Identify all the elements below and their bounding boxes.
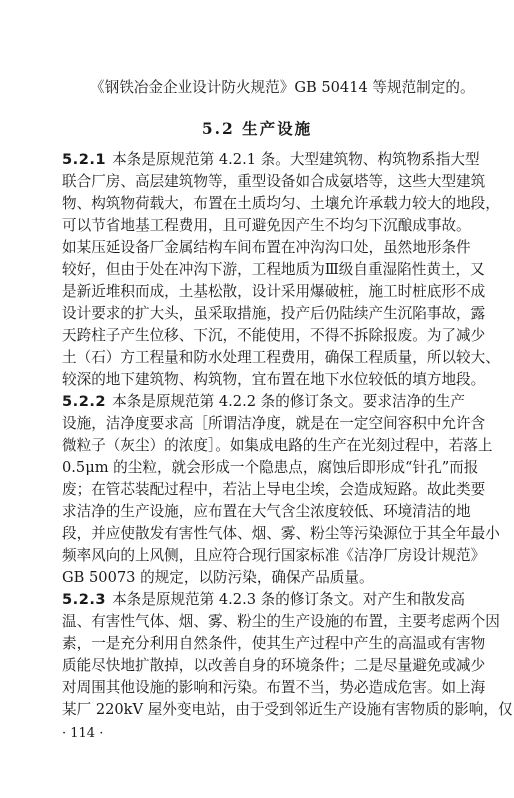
clause-number: 5.2.3: [62, 591, 107, 608]
text-line: 设施，洁净度要求高［所谓洁净度，就是在一定空间容积中允许含: [62, 415, 486, 432]
text-line: 天跨柱子产生位移、下沉，不能使用，不得不拆除报废。为了减少: [62, 327, 486, 344]
text-line: 是新近堆积而成，土基松散，设计采用爆破桩，施工时桩底形不成: [62, 283, 486, 300]
text-line: 质能尽快地扩散掉，以改善自身的环境条件；二是尽量避免或减少: [62, 657, 486, 674]
text-line: 设计要求的扩大头，虽采取措施，投产后仍陆续产生沉陷事故，露: [62, 305, 486, 322]
clause-5-2-1-line-1: [62, 150, 480, 170]
text-span: 本条是原规范第 4.2.2 条的修订条文。要求洁净的生产: [112, 393, 465, 410]
text-line: 某厂 220kV 屋外变电站，由于受到邻近生产设施有害物质的影响，仅: [62, 701, 513, 718]
text-line: 如某压延设备厂金属结构车间布置在冲沟沟口处，虽然地形条件: [62, 239, 471, 256]
text-line: 对周围其他设施的影响和污染。布置不当，势必造成危害。如上海: [62, 679, 486, 696]
text-line: GB 50073 的规定，以防污染，确保产品质量。: [62, 569, 374, 586]
text-line: 可以节省地基工程费用，且可避免因产生不均匀下沉酿成事故。: [62, 217, 471, 234]
text-line: 土（石）方工程量和防水处理工程费用，确保工程质量，所以较大、: [62, 349, 500, 366]
text-span: 本条是原规范第 4.2.3 条的修订条文。对产生和散发高: [112, 591, 465, 608]
text-line: 废；在管芯装配过程中，若沾上导电尘埃，会造成短路。故此类要: [62, 481, 486, 498]
page-number: · 114 ·: [62, 726, 104, 741]
text-line: 联合厂房、高层建筑物等，重型设备如合成氨塔等，这些大型建筑: [62, 173, 486, 190]
text-line: 微粒子（灰尘）的浓度］。如集成电路的生产在光刻过程中，若落上: [62, 437, 493, 454]
text-line: 段，并应使散发有害性气体、烟、雾、粉尘等污染源位于其全年最小: [62, 525, 500, 542]
clause-5-2-2-line-1: [62, 392, 465, 412]
text-line: 0.5μm 的尘粒，就会形成一个隐患点，腐蚀后即形成“针孔”而报: [62, 459, 479, 476]
text-line: 较好，但由于处在冲沟下游，工程地质为Ⅲ级自重湿陷性黄土，又: [62, 261, 485, 278]
clause-number: 5.2.1: [62, 151, 107, 168]
clause-5-2-3-line-1: [62, 590, 465, 610]
text-line: 素，一是充分利用自然条件，使其生产过程中产生的高温或有害物: [62, 635, 486, 652]
text-line: 物、构筑物荷载大，布置在土质均匀、土壤允许承载力较大的地段，: [62, 195, 500, 212]
carryover-text-line: 《钢铁冶金企业设计防火规范》GB 50414 等规范制定的。: [90, 79, 475, 96]
text-span: 本条是原规范第 4.2.1 条。大型建筑物、构筑物系指大型: [112, 151, 480, 168]
text-line: 频率风向的上风侧，且应符合现行国家标准《洁净厂房设计规范》: [62, 547, 486, 564]
text-line: 温、有害性气体、烟、雾、粉尘的生产设施的布置，主要考虑两个因: [62, 613, 500, 630]
section-heading: 5.2 生产设施: [201, 119, 313, 138]
text-line: 求洁净的生产设施，应布置在大气含尘浓度较低、环境清洁的地: [62, 503, 471, 520]
text-line: 较深的地下建筑物、构筑物，宜布置在地下水位较低的填方地段。: [62, 371, 486, 388]
clause-number: 5.2.2: [62, 393, 107, 410]
